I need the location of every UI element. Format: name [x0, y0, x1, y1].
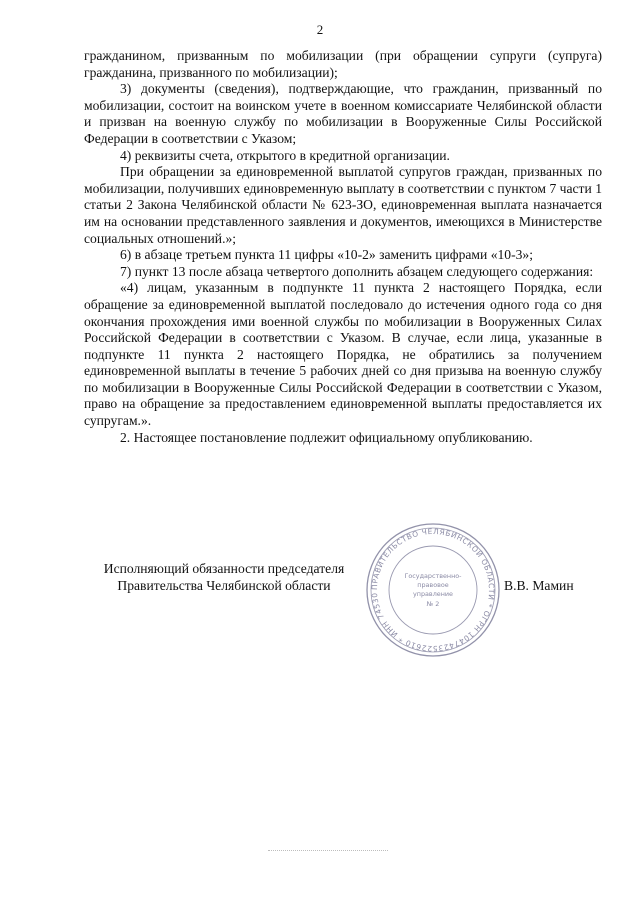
paragraph-8: 2. Настоящее постановление подлежит официальному опубликованию. [120, 429, 533, 445]
paragraph-1: гражданином, призванным по мобилизации (при обращении супруги (супруга) гражданина, призванного по мобилизации); [84, 48, 602, 80]
paragraph-3: 4) реквизиты счета, открытого в кредитной организации. [120, 147, 450, 163]
signature-name: В.В. Мамин [504, 578, 574, 593]
page-number: 2 [316, 22, 324, 37]
official-seal [363, 520, 503, 660]
seal-ring-text: ПРАВИТЕЛЬСТВО ЧЕЛЯБИНСКОЙ ОБЛАСТИ * ОГРН 1047423522610 * ИНН 74530 [369, 526, 497, 654]
signature-position-line2: Правительства Челябинской области [117, 578, 331, 593]
document-body [84, 48, 602, 446]
seal-center-line3: управление [413, 590, 453, 598]
scan-artifact-dots [268, 850, 388, 853]
paragraph-4: При обращении за единовременной выплатой супругов граждан, призванных по мобилизации, получивших единовременную выплату в соответствии с пунктом 7 части 1 статьи 2 Закона Челябинской области № 623-ЗО, единовременная выплата назначается им на основании представленного заявления и документов, имеющихся в Министерстве социальных отношений.»; [84, 164, 602, 246]
signature-position [84, 560, 364, 594]
seal-center-line2: правовое [417, 581, 449, 589]
seal-graphic [363, 520, 503, 660]
seal-center-line4: № 2 [426, 600, 440, 608]
paragraph-6: 7) пункт 13 после абзаца четвертого дополнить абзацем следующего содержания: [120, 263, 594, 279]
signature-position-line1: Исполняющий обязанности председателя [103, 561, 345, 576]
seal-center-line1: Государственно- [404, 572, 462, 580]
paragraph-5: 6) в абзаце третьем пункта 11 цифры «10-2» заменить цифрами «10-3»; [120, 247, 533, 263]
paragraph-7: «4) лицам, указанным в подпункте 11 пункта 2 настоящего Порядка, если обращение за единовременной выплатой последовало до истечения одного года со дня окончания прохождения ими военной службы по мобилизации в Вооруженных Силах Российской Федерации в соответствии с Указом. В случае, если лица, указанные в подпункте 11 пункта 2 настоящего Порядка, не обратились за получением единовременной выплаты в течение 5 рабочих дней со дня призыва на военную службу по мобилизации в Вооруженные Силы Российской Федерации в соответствии с Указом, право на обращение за предоставлением единовременной выплаты предоставляется их супругам.». [84, 280, 602, 429]
paragraph-2: 3) документы (сведения), подтверждающие, что гражданин, призванный по мобилизации, состоит на воинском учете в военном комиссариате Челябинской области и призван на военную службу по мобилизации в Вооруженные Силы Российской Федерации в соответствии с Указом; [84, 81, 602, 146]
